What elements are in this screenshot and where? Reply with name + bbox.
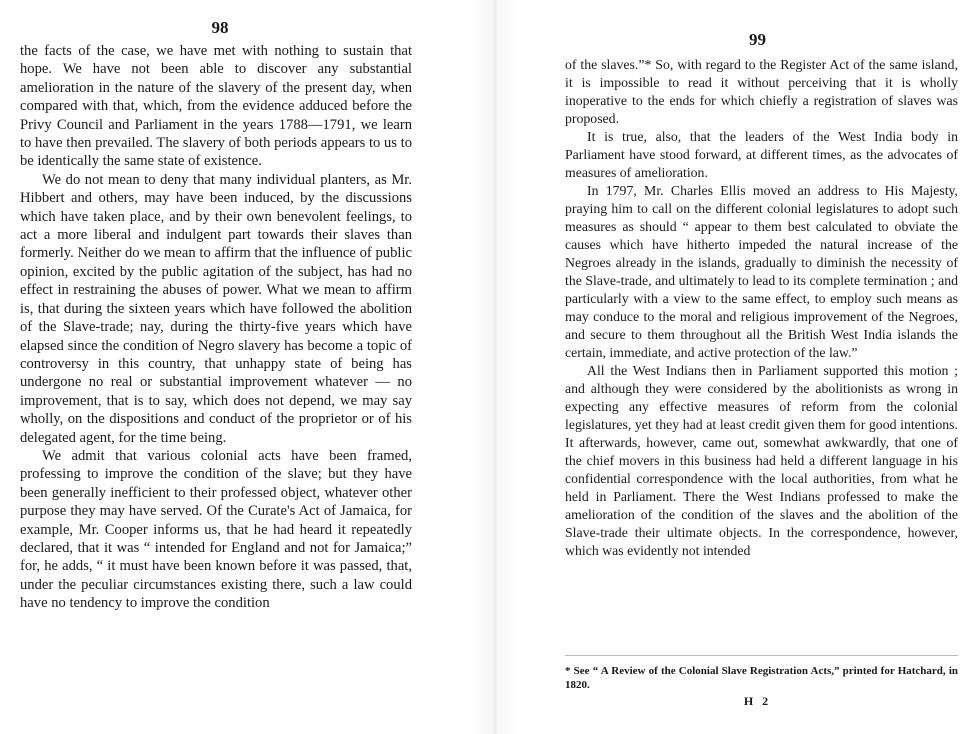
left-page: [0, 0, 440, 734]
book-gutter: [470, 0, 520, 734]
right-page-number: 99: [749, 30, 766, 49]
right-paragraph-4: All the West Indians then in Parliament supported this motion ; and although they were considered by the abolitionists as wrong in expecting any effective measures of reform from the colonial legislatures, yet they had at least credit given them for good intentions. It afterwards, however, came out, somewhat awkwardly, that one of the chief movers in this business had held a different language in his confidential correspondence with the local authorities, from what he held in Parliament. There the West Indians professed to make the amelioration of the condition of the slaves and the abolition of the Slave-trade their ultimate objects. In the correspondence, however, which was evidently not intended: [565, 363, 958, 558]
left-page-body: [20, 42, 412, 613]
left-paragraph-3: We admit that various colonial acts have been framed, professing to improve the condition of the slave; but they have been generally inefficient to their professed object, whatever other purpose they may have served. Of the Curate's Act of Jamaica, for example, Mr. Cooper informs us, that he had heard it repeatedly declared, that it was “ intended for England and not for Jamaica;” for, he adds, “ it must have been known before it was passed, that, under the peculiar circumstances existing there, such a law could have no tendency to improve the condition: [20, 447, 412, 612]
footnote: * See “ A Review of the Colonial Slave Registration Acts,” printed for Hatchard, in 1820.: [565, 665, 958, 691]
left-paragraph-1: the facts of the case, we have met with nothing to sustain that hope. We have not been able to discover any substantial amelioration in the nature of the slavery of the present day, when compared with that, which, from the evidence adduced before the Privy Council and Parliament in the years 1788—1791, we learn to have then prevailed. The slavery of both periods appears to us to be identically the same state of existence.: [20, 43, 412, 170]
right-paragraph-3: In 1797, Mr. Charles Ellis moved an address to His Majesty, praying him to call on the different colonial legislatures to adopt such measures as should “ appear to them best calculated to obviate the causes which have hitherto impeded the natural increase of the Negroes already in the islands, gradually to diminish the necessity of the Slave-trade, and ultimately to lead to its complete termination ; and particularly with a view to the same effect, to employ such means as may conduce to the moral and religious improvement of the Negroes, and secure to them throughout all the British West India islands the certain, immediate, and active protection of the law.”: [565, 183, 958, 360]
right-paragraph-1: of the slaves.”* So, with regard to the Register Act of the same island, it is impossible to read it without perceiving that it is wholly inoperative to the ends for which chiefly a registration of slaves was proposed.: [565, 57, 958, 126]
left-paragraph-2: We do not mean to deny that many individual planters, as Mr. Hibbert and others, may have been induced, by the discussions which have taken place, and by their own benevolent feelings, to act a more liberal and indulgent part towards their slaves than formerly. Neither do we mean to affirm that the influence of public opinion, excited by the public agitation of the subject, has had no effect in restraining the abuses of power. What we mean to affirm is, that during the sixteen years which have followed the abolition of the Slave-trade; nay, during the thirty-five years which have elapsed since the condition of Negro slavery has become a topic of controversy in this country, that unhappy state of being has undergone no real or substantial improvement whatever — no improvement, that is to say, which does not depend, we may say wholly, on the dispositions and conduct of the proprietor or of his delegated agent, for the time being.: [20, 171, 412, 446]
right-paragraph-2: It is true, also, that the leaders of the West India body in Parliament have stood forward, at different times, as the advocates of measures of amelioration.: [565, 129, 958, 180]
signature-mark: H 2: [743, 694, 772, 708]
right-page-body: [565, 56, 958, 560]
right-page: [545, 0, 970, 734]
left-page-number: 98: [211, 18, 229, 37]
footnote-divider: [565, 655, 958, 656]
